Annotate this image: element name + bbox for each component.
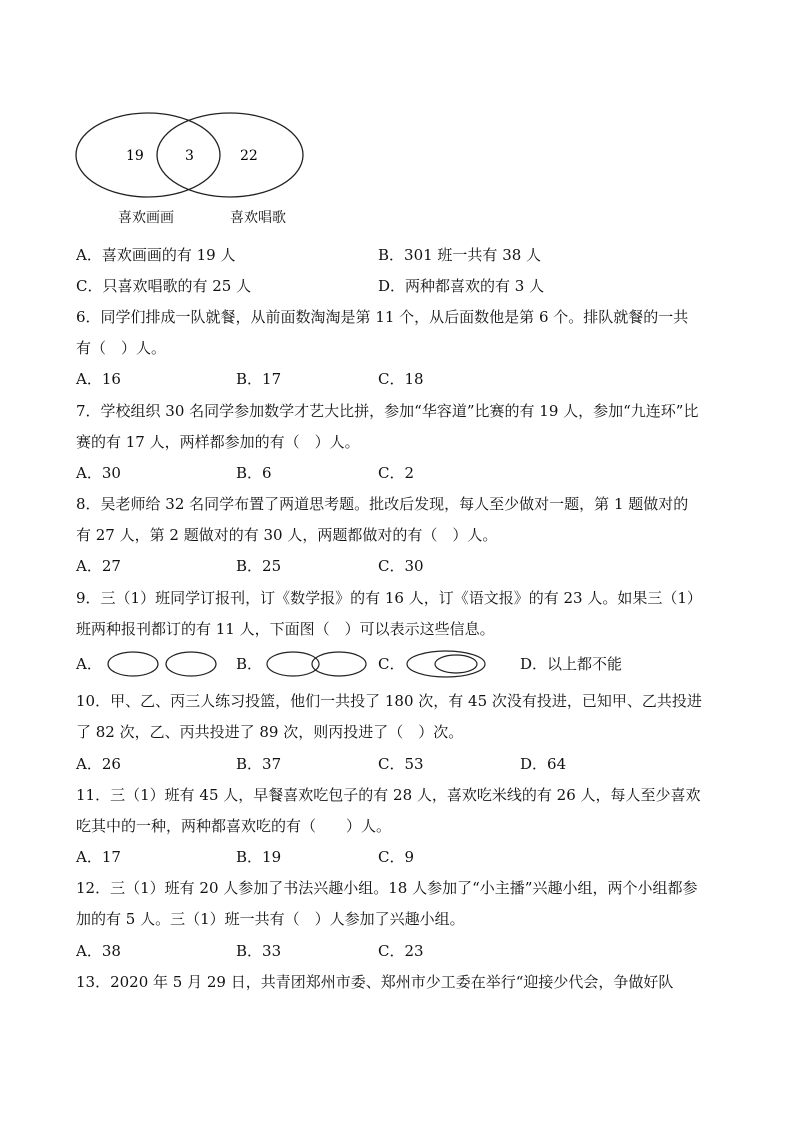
venn-left-circle <box>76 113 220 197</box>
venn-right-label: 喜欢唱歌 <box>230 210 286 226</box>
q7-text-line2: 赛的有 17 人，两样都参加的有（ ）人。 <box>76 433 360 451</box>
q8-text-line2: 有 27 人，第 2 题做对的有 30 人，两题都做对的有（ ）人。 <box>76 526 498 544</box>
q5-option-a: A．喜欢画画的有 19 人 <box>76 246 236 264</box>
q7-text-line1: 7．学校组织 30 名同学参加数学才艺大比拼，参加“华容道”比赛的有 19 人，参加“九连环”比 <box>76 402 699 420</box>
q9-option-b: B． <box>236 655 263 673</box>
q11-text-line2: 吃其中的一种，两种都喜欢吃的有（ ）人。 <box>76 817 392 835</box>
q5-option-c: C．只喜欢唱歌的有 25 人 <box>76 277 252 295</box>
q9-option-c-figure <box>404 649 488 679</box>
q13-text-line1: 13．2020 年 5 月 29 日，共青团郑州市委、郑州市少工委在举行“迎接少代会，争做好队 <box>76 973 674 991</box>
q11-text-line1: 11．三（1）班有 45 人，早餐喜欢吃包子的有 28 人，喜欢吃米线的有 26 人，每人至少喜欢 <box>76 786 701 804</box>
q9-c-inner-ellipse <box>435 655 477 673</box>
venn-diagram <box>72 110 312 200</box>
venn-left-value: 19 <box>126 148 144 164</box>
q9-option-b-figure <box>265 649 369 679</box>
q6-option-a: A．16 <box>76 370 121 388</box>
q10-text-line1: 10．甲、乙、丙三人练习投篮，他们一共投了 180 次，有 45 次没有投进，已知甲、乙共投进 <box>76 692 702 710</box>
venn-right-circle <box>157 113 303 197</box>
q12-option-b: B．33 <box>236 942 282 960</box>
q10-option-a: A．26 <box>76 755 121 773</box>
q9-option-d: D．以上都不能 <box>520 655 623 673</box>
q12-text-line2: 加的有 5 人。三（1）班一共有（ ）人参加了兴趣小组。 <box>76 910 465 928</box>
q12-option-c: C．23 <box>378 942 424 960</box>
q12-text-line1: 12．三（1）班有 20 人参加了书法兴趣小组。18 人参加了“小主播”兴趣小组，两个小组都参 <box>76 879 698 897</box>
q6-text-line1: 6．同学们排成一队就餐，从前面数淘淘是第 11 个，从后面数他是第 6 个。排队就餐的一共 <box>76 308 689 326</box>
q9-option-a: A． <box>76 655 102 673</box>
q10-option-d: D．64 <box>520 755 567 773</box>
q9-b-left-ellipse <box>267 652 319 676</box>
q5-option-b: B．301 班一共有 38 人 <box>378 246 542 264</box>
q9-b-right-ellipse <box>312 652 366 676</box>
q9-option-c: C． <box>378 655 405 673</box>
q9-c-outer-ellipse <box>407 651 485 677</box>
q6-text-line2: 有（ ）人。 <box>76 339 167 357</box>
q6-option-c: C．18 <box>378 370 424 388</box>
q11-option-b: B．19 <box>236 848 282 866</box>
venn-middle-value: 3 <box>185 148 194 164</box>
q10-text-line2: 了 82 次，乙、丙共投进了 89 次，则丙投进了（ ）次。 <box>76 723 464 741</box>
venn-left-label: 喜欢画画 <box>118 210 174 226</box>
q8-option-c: C．30 <box>378 557 424 575</box>
q7-option-a: A．30 <box>76 464 121 482</box>
q9-text-line1: 9．三（1）班同学订报刊，订《数学报》的有 16 人，订《语文报》的有 23 人。如果三（1） <box>76 589 702 607</box>
q5-option-d: D．两种都喜欢的有 3 人 <box>378 277 545 295</box>
q11-option-a: A．17 <box>76 848 121 866</box>
q8-text-line1: 8．吴老师给 32 名同学布置了两道思考题。批改后发现，每人至少做对一题，第 1 题做对的 <box>76 495 689 513</box>
q9-a-left-ellipse <box>108 652 158 676</box>
q7-option-c: C．2 <box>378 464 415 482</box>
q10-option-c: C．53 <box>378 755 424 773</box>
q11-option-c: C．9 <box>378 848 415 866</box>
q8-option-b: B．25 <box>236 557 282 575</box>
venn-right-value: 22 <box>240 148 258 164</box>
q10-option-b: B．37 <box>236 755 282 773</box>
q9-option-a-figure <box>106 649 218 679</box>
q7-option-b: B．6 <box>236 464 272 482</box>
q8-option-a: A．27 <box>76 557 121 575</box>
q6-option-b: B．17 <box>236 370 282 388</box>
q9-a-right-ellipse <box>166 652 216 676</box>
q9-text-line2: 班两种报刊都订的有 11 人，下面图（ ）可以表示这些信息。 <box>76 620 495 638</box>
q12-option-a: A．38 <box>76 942 121 960</box>
